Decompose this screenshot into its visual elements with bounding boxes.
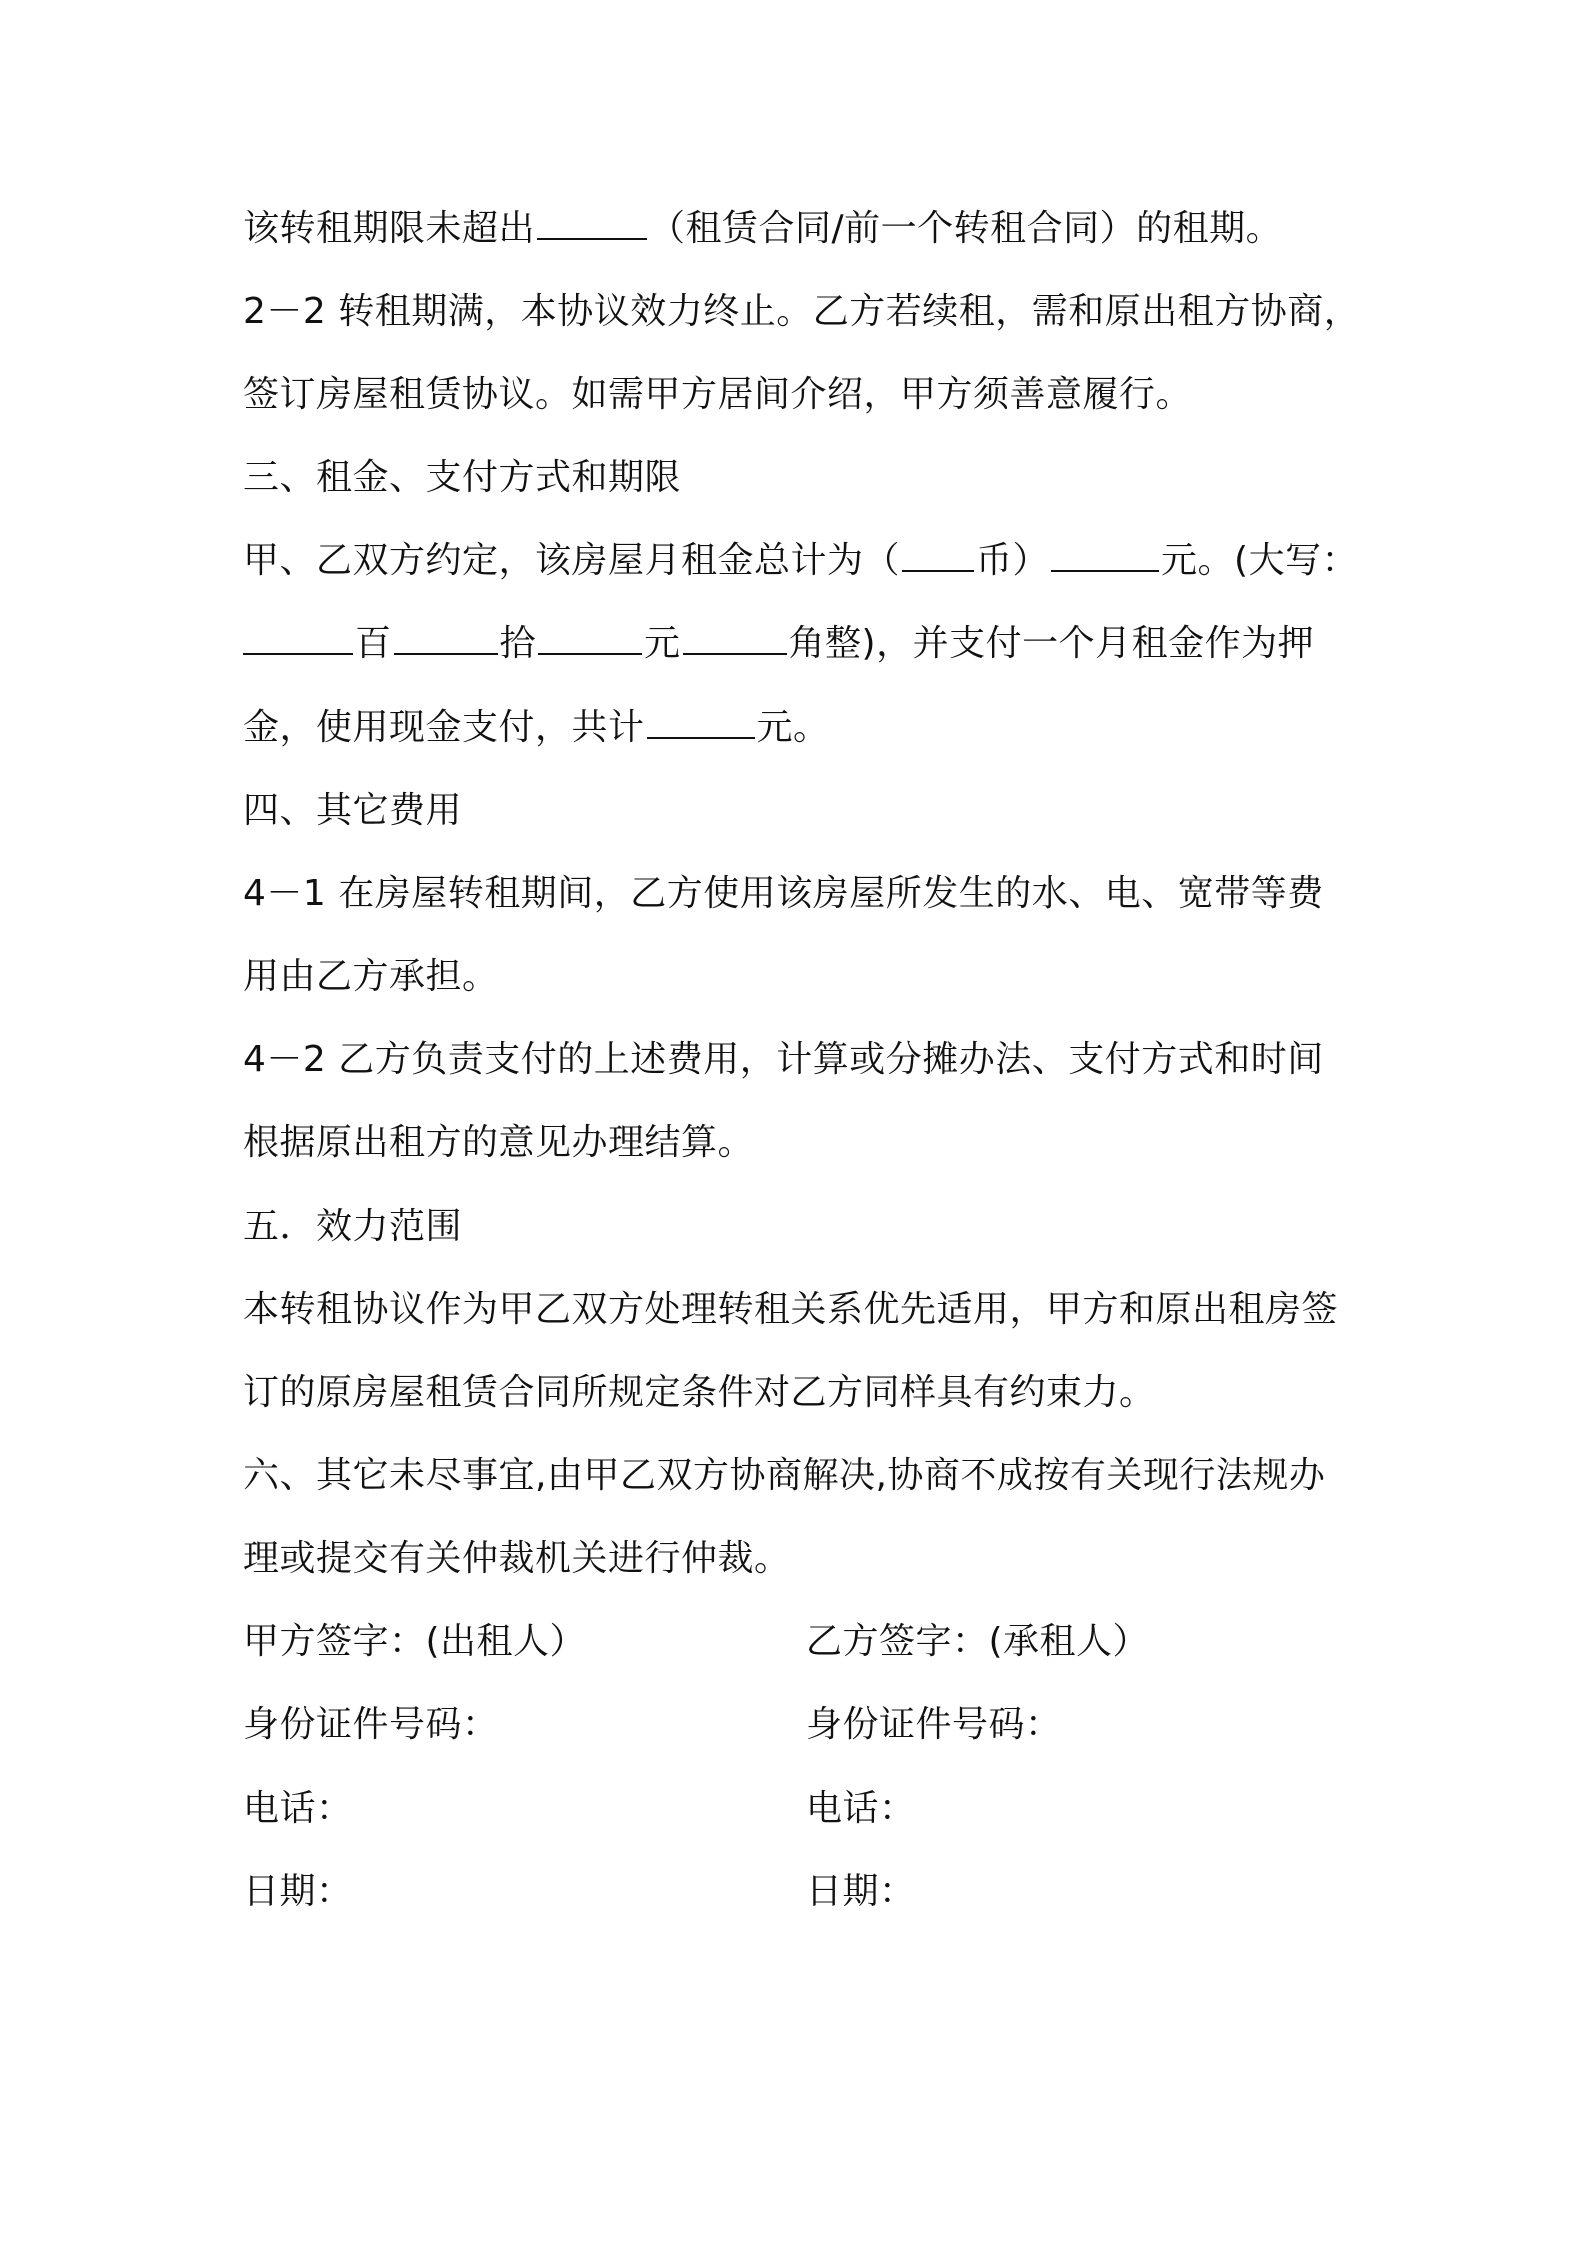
clause-4-2-line-1 [243,1036,1324,1084]
text: 六、其它未尽事宜,由甲乙双方协商解决,协商不成按有关现行法规办 [243,1455,1326,1496]
clause-2-2-line-2 [243,371,1192,419]
text: 本转租协议作为甲乙双方处理转租关系优先适用，甲方和原出租房签 [243,1289,1339,1330]
text: 身份证件号码： [806,1704,1062,1745]
text: 4－2 乙方负责支付的上述费用，计算或分摊办法、支付方式和时间 [243,1039,1324,1080]
blank-field [647,707,755,739]
text: 日期： [243,1871,353,1912]
text: 拾 [499,623,537,664]
text: 四、其它费用 [243,790,463,831]
clause-4-1-line-1 [243,870,1324,918]
text: 五．效力范围 [243,1206,463,1247]
text: （租赁合同/前一个转租合同）的租期。 [649,208,1283,249]
text: 该转租期限未超出 [243,208,536,249]
party-a-id [243,1701,499,1749]
text: 币） [976,540,1050,581]
text: 用由乙方承担。 [243,956,499,997]
text: 签订房屋租赁协议。如需甲方居间介绍，甲方须善意履行。 [243,374,1193,415]
party-a-signature [243,1618,586,1666]
text: 日期： [806,1871,916,1912]
section-3-heading [243,454,681,502]
section-5-line-1 [243,1286,1338,1334]
section-6-line-2 [243,1535,791,1583]
blank-field [683,623,787,655]
clause-4-1-line-2 [243,953,499,1001]
text: 元。 [756,707,830,748]
text: 乙方签字：(承租人） [806,1621,1150,1662]
party-a-date [243,1868,353,1916]
blank-field [394,623,498,655]
text: 电话： [806,1788,916,1829]
party-b-id [806,1701,1062,1749]
blank-field [243,623,353,655]
blank-field [537,208,647,240]
party-b-signature [806,1618,1149,1666]
text: 百 [355,623,392,664]
blank-field [902,540,974,572]
party-b-date [806,1868,916,1916]
text: 根据原出租方的意见办理结算。 [243,1122,755,1163]
text: 4－1 在房屋转租期间，乙方使用该房屋所发生的水、电、宽带等费 [243,873,1324,914]
text: 理或提交有关仲裁机关进行仲裁。 [243,1538,791,1579]
party-b-phone [806,1785,916,1833]
section-4-heading [243,787,462,835]
section-5-line-2 [243,1369,1156,1417]
blank-field [1051,540,1159,572]
rent-line-2 [243,620,1314,668]
text: 三、租金、支付方式和期限 [243,457,682,498]
rent-line-3 [243,704,830,752]
text: 角整)，并支付一个月租金作为押 [788,623,1315,664]
text: 甲、乙双方约定，该房屋月租金总计为（ [243,540,901,581]
clause-4-2-line-2 [243,1119,754,1167]
text: 身份证件号码： [243,1704,499,1745]
text: 电话： [243,1788,353,1829]
blank-field [538,623,642,655]
party-a-phone [243,1785,353,1833]
text: 金，使用现金支付，共计 [243,707,645,748]
sublease-term-line [243,205,1282,253]
section-6-line-1 [243,1452,1325,1500]
text: 甲方签字：(出租人） [243,1621,587,1662]
section-5-heading [243,1203,462,1251]
text: 订的原房屋租赁合同所规定条件对乙方同样具有约束力。 [243,1372,1156,1413]
rent-line-1 [243,537,1358,585]
text: 元 [644,623,681,664]
clause-2-2-line-1 [243,288,1360,336]
text: 元。(大写： [1161,540,1359,581]
text: 2－2 转租期满，本协议效力终止。乙方若续租，需和原出租方协商， [243,291,1361,332]
